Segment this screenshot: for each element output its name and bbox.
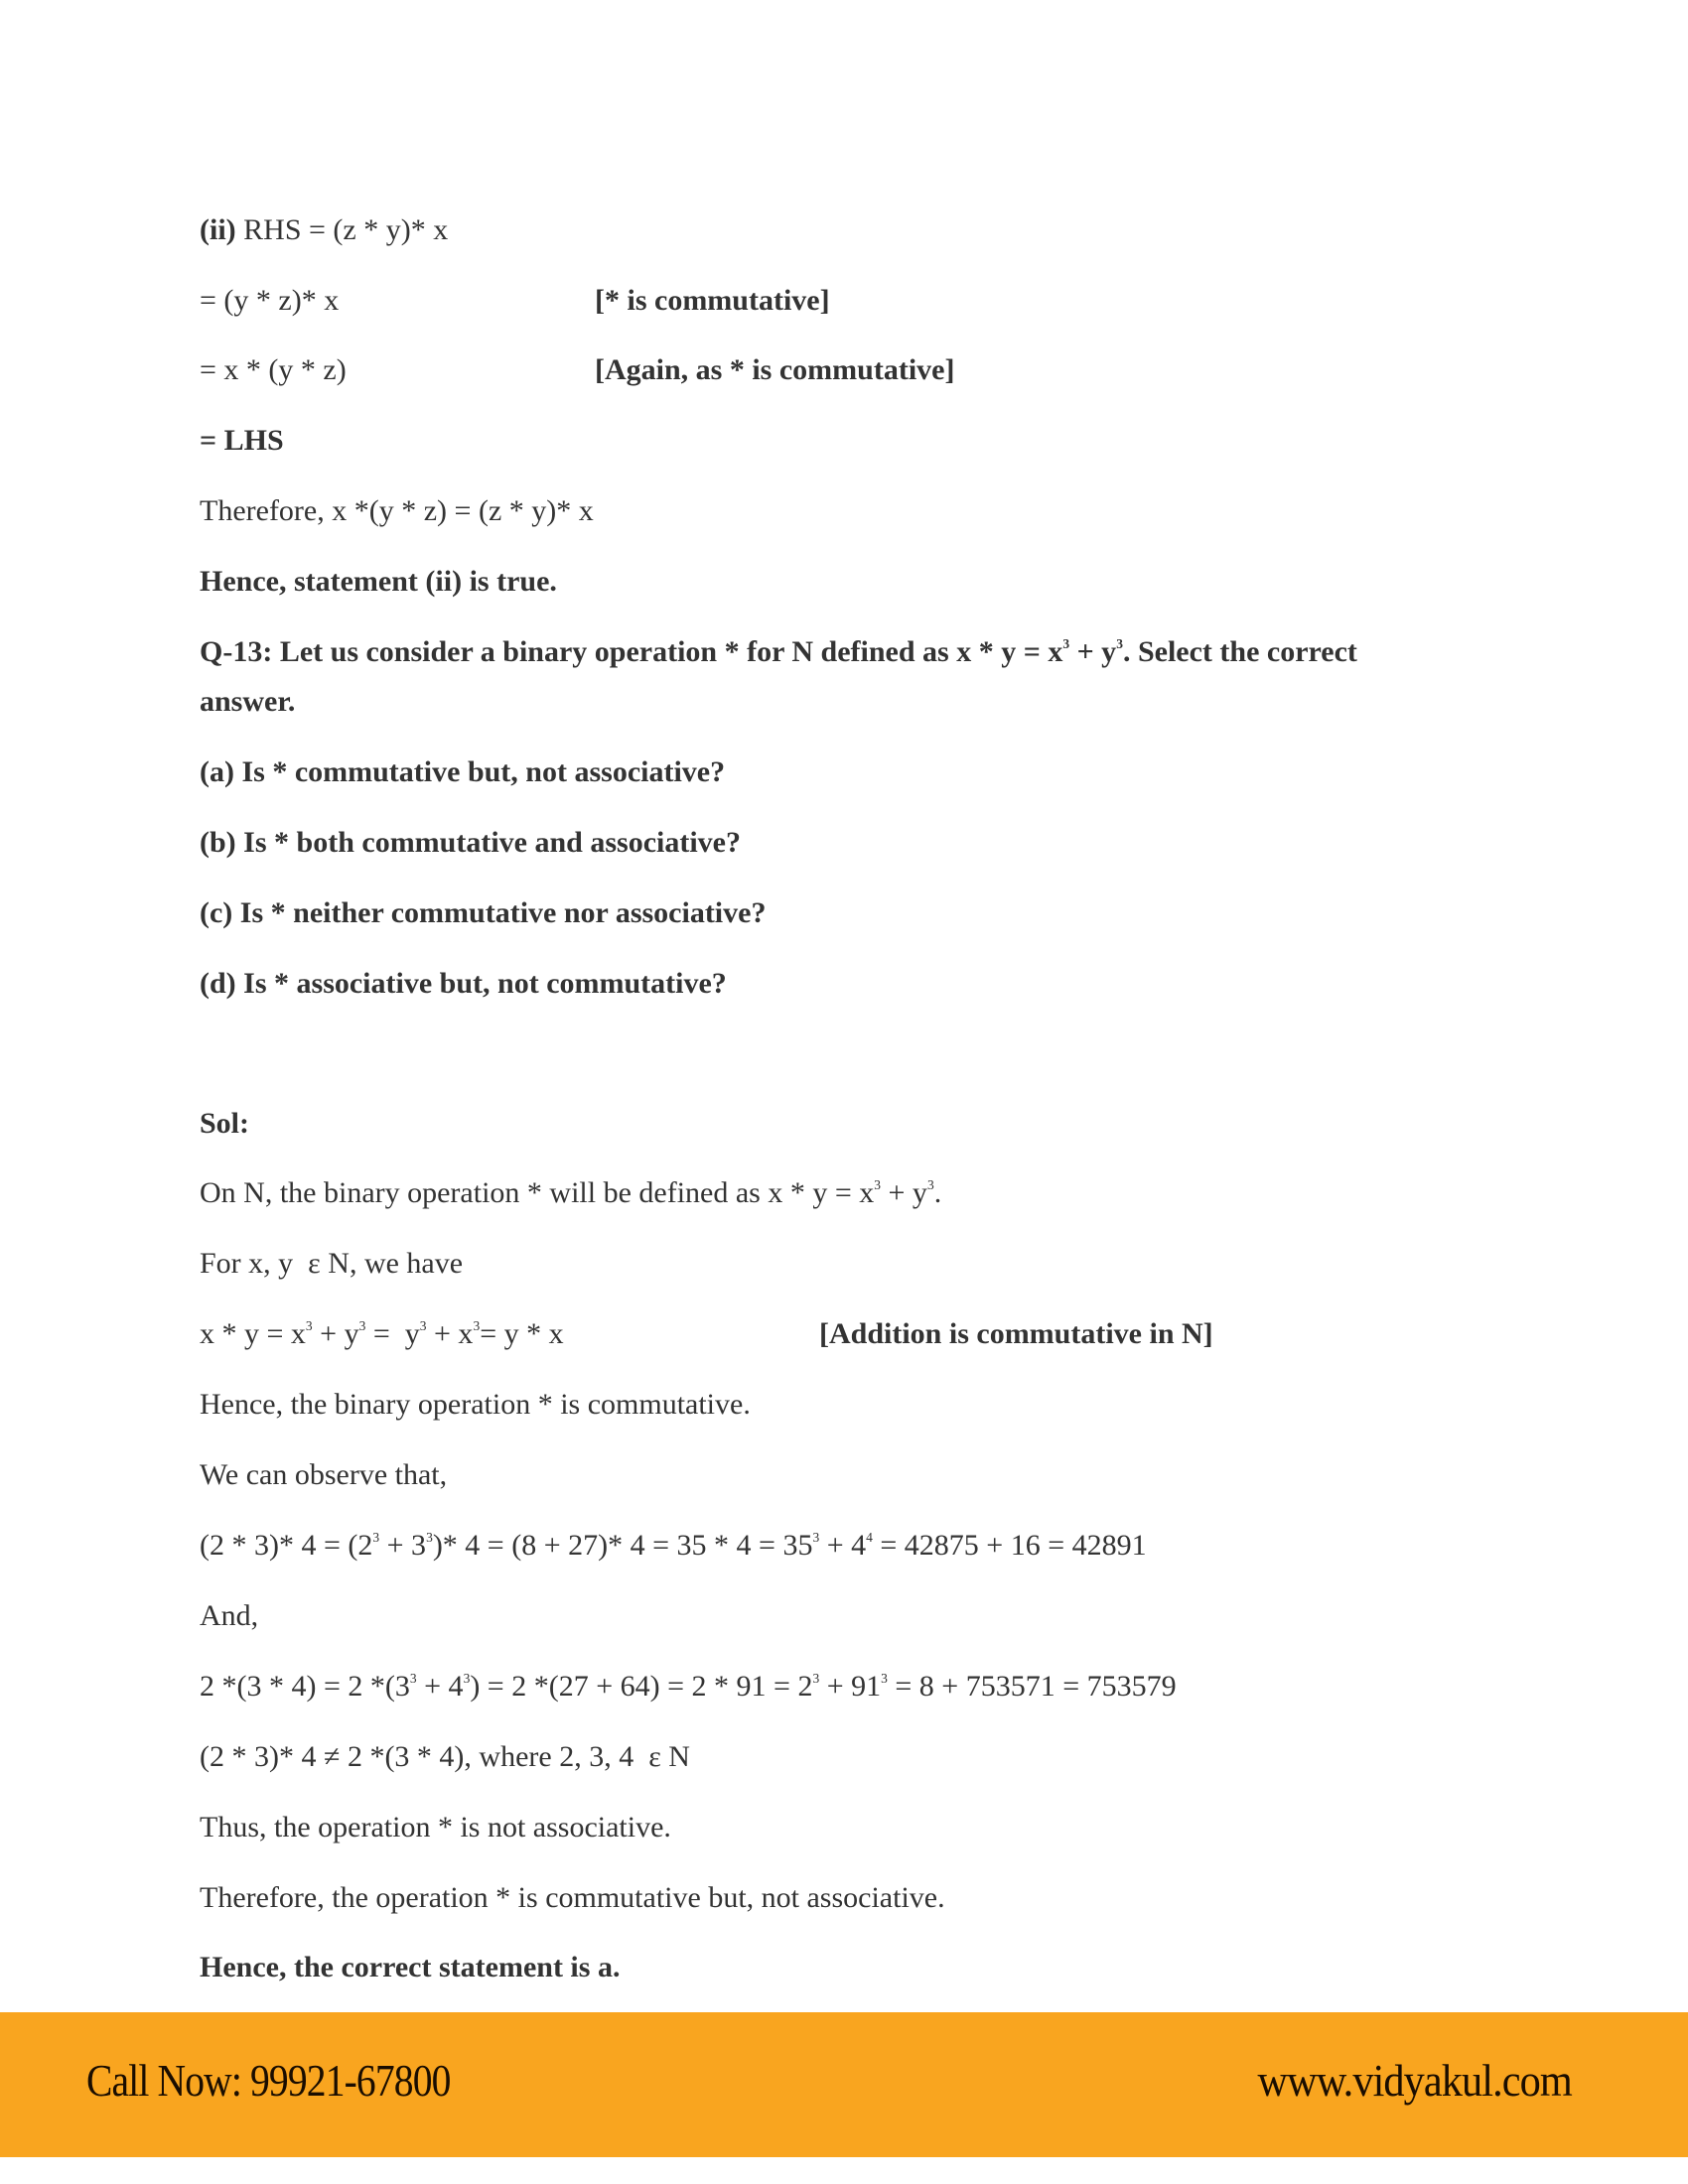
option-d: (d) Is * associative but, not commutative? bbox=[200, 967, 727, 1000]
proof-expression: RHS = (z * y)* x bbox=[235, 213, 449, 246]
superscript: 3 bbox=[812, 1671, 820, 1687]
superscript: 3 bbox=[463, 1671, 471, 1687]
proof-conclusion: Hence, statement (ii) is true. bbox=[200, 565, 557, 598]
option-a: (a) Is * commutative but, not associative? bbox=[200, 755, 726, 788]
option-b: (b) Is * both commutative and associative? bbox=[200, 826, 741, 859]
solution-commutative-conclusion: Hence, the binary operation * is commutative. bbox=[200, 1388, 751, 1421]
question-title-continued: answer. bbox=[200, 685, 296, 718]
superscript: 3 bbox=[372, 1530, 380, 1546]
text-part: )* 4 = (8 + 27)* 4 = 35 * 4 = 35 bbox=[432, 1529, 813, 1562]
solution-answer: Hence, the correct statement is a. bbox=[200, 1951, 621, 1983]
solution-heading: Sol: bbox=[200, 1107, 250, 1140]
solution-definition bbox=[200, 1178, 941, 1208]
text-part: + x bbox=[426, 1317, 474, 1350]
superscript: 3 bbox=[812, 1530, 820, 1546]
text-part: (2 * 3)* 4 = (2 bbox=[200, 1529, 373, 1562]
solution-summary: Therefore, the operation * is commutative but, not associative. bbox=[200, 1881, 945, 1914]
proof-note-2: [* is commutative] bbox=[595, 284, 830, 317]
question-title bbox=[200, 637, 1357, 667]
proof-line-3: = x * (y * z) bbox=[200, 353, 347, 386]
text-part: ) = 2 *(27 + 64) = 2 * 91 = 2 bbox=[470, 1670, 813, 1703]
solution-for-line: For x, y ε N, we have bbox=[200, 1247, 464, 1280]
solution-equation-1 bbox=[200, 1531, 1147, 1561]
solution-inequality: (2 * 3)* 4 ≠ 2 *(3 * 4), where 2, 3, 4 ε N bbox=[200, 1740, 690, 1773]
proof-line-lhs: = LHS bbox=[200, 424, 284, 457]
solution-commutative-eq bbox=[200, 1319, 564, 1349]
proof-label: (ii) bbox=[200, 213, 236, 246]
superscript: 3 bbox=[419, 1318, 427, 1334]
text-part: On N, the binary operation * will be defined as x * y = x bbox=[200, 1176, 875, 1209]
superscript: 3 bbox=[926, 1177, 934, 1193]
text-part: 2 *(3 * 4) = 2 *(3 bbox=[200, 1670, 410, 1703]
text-part: + 91 bbox=[819, 1670, 882, 1703]
text-part: + 4 bbox=[819, 1529, 867, 1562]
superscript: 4 bbox=[866, 1530, 873, 1546]
proof-note-3: [Again, as * is commutative] bbox=[595, 353, 955, 386]
text-part: + y bbox=[312, 1317, 359, 1350]
text-part: x * y = x bbox=[200, 1317, 306, 1350]
proof-line-rhs bbox=[200, 215, 448, 245]
footer-phone[interactable]: Call Now: 99921-67800 bbox=[86, 2055, 451, 2106]
text-part: + y bbox=[881, 1176, 927, 1209]
superscript: 3 bbox=[881, 1671, 888, 1687]
option-c: (c) Is * neither commutative nor associative? bbox=[200, 896, 767, 929]
text-part: = 42875 + 16 = 42891 bbox=[872, 1529, 1147, 1562]
text-part: + 3 bbox=[379, 1529, 427, 1562]
question-text-part: + y bbox=[1069, 635, 1117, 668]
superscript: 3 bbox=[1116, 636, 1123, 652]
question-text-part: . Select the correct bbox=[1122, 635, 1357, 668]
superscript: 3 bbox=[1062, 636, 1070, 652]
text-part: = 8 + 753571 = 753579 bbox=[887, 1670, 1177, 1703]
superscript: 3 bbox=[358, 1318, 366, 1334]
solution-not-associative: Thus, the operation * is not associative. bbox=[200, 1811, 671, 1843]
text-part: . bbox=[933, 1176, 942, 1209]
text-part: = y bbox=[365, 1317, 420, 1350]
proof-therefore: Therefore, x *(y * z) = (z * y)* x bbox=[200, 494, 594, 527]
footer-website-link[interactable]: www.vidyakul.com bbox=[1257, 2055, 1572, 2106]
solution-commutative-note: [Addition is commutative in N] bbox=[819, 1317, 1213, 1350]
proof-line-2: = (y * z)* x bbox=[200, 284, 340, 317]
superscript: 3 bbox=[305, 1318, 313, 1334]
superscript: 3 bbox=[409, 1671, 417, 1687]
solution-and: And, bbox=[200, 1599, 259, 1632]
footer-banner bbox=[0, 2012, 1688, 2157]
text-part: = y * x bbox=[480, 1317, 564, 1350]
text-part: + 4 bbox=[416, 1670, 464, 1703]
superscript: 3 bbox=[874, 1177, 882, 1193]
solution-equation-2 bbox=[200, 1672, 1177, 1702]
question-text-part: Q-13: Let us consider a binary operation * for N defined as x * y = x bbox=[200, 635, 1063, 668]
solution-observe: We can observe that, bbox=[200, 1458, 448, 1491]
superscript: 3 bbox=[473, 1318, 481, 1334]
superscript: 3 bbox=[426, 1530, 433, 1546]
